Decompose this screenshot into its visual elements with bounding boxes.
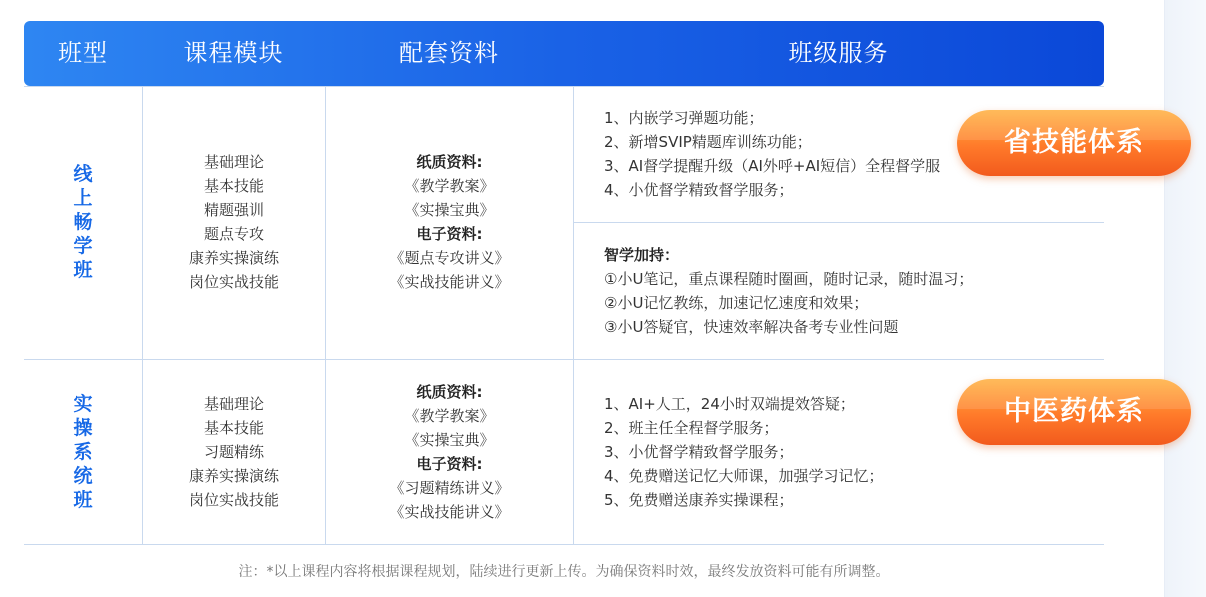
- material-item: 《实操宝典》: [404, 431, 495, 449]
- modules-list-practical: [143, 392, 325, 512]
- paper-materials-label: 纸质资料:: [416, 153, 483, 171]
- service-item: 4、小优督学精致督学服务；: [604, 181, 794, 199]
- row-title-practical: [24, 392, 142, 512]
- smart-study-item: ①小U笔记，重点课程随时圈画，随时记录，随时温习；: [604, 270, 974, 288]
- module-item: 基础理论: [203, 153, 264, 171]
- row-title-char: 上: [73, 187, 93, 209]
- service-item: 3、AI督学提醒升级（AI外呼+AI短信）全程督学服: [604, 157, 941, 175]
- badge-tcm-system[interactable]: [957, 379, 1191, 445]
- footer-note: 注：*以上课程内容将根据课程规划，陆续进行更新上传。为确保资料时效，最终发放资料可能有所调整。: [238, 564, 890, 580]
- material-item: 《教学教案》: [404, 407, 495, 425]
- material-item: 《习题精练讲义》: [389, 479, 510, 497]
- badge-skill-system[interactable]: [957, 110, 1191, 176]
- materials-list-online: [326, 150, 573, 294]
- grid-row-divider: [24, 359, 1104, 360]
- module-item: 基本技能: [203, 419, 264, 437]
- right-side-panel: [1164, 0, 1206, 597]
- material-item: 《实战技能讲义》: [389, 503, 510, 521]
- service-item: 1、内嵌学习弹题功能；: [604, 109, 764, 127]
- material-item: 《教学教案》: [404, 177, 495, 195]
- electronic-materials-label: 电子资料:: [416, 455, 483, 473]
- smart-study-item: ②小U记忆教练，加速记忆速度和效果；: [604, 294, 869, 312]
- materials-list-practical: [326, 380, 573, 524]
- row-title-char: 学: [73, 235, 93, 257]
- row-title-online: [24, 162, 142, 282]
- material-item: 《实操宝典》: [404, 201, 495, 219]
- paper-materials-label: 纸质资料:: [416, 383, 483, 401]
- row-title-char: 实: [73, 393, 93, 415]
- modules-list-online: [143, 150, 325, 294]
- smart-study-item: ③小U答疑官，快速效率解决备考专业性问题: [604, 318, 899, 336]
- module-item: 精题强训: [203, 201, 264, 219]
- service-item: 2、新增SVIP精题库训练功能；: [604, 133, 812, 151]
- service-item: 3、小优督学精致督学服务；: [604, 443, 794, 461]
- service-item: 4、免费赠送记忆大师课，加强学习记忆；: [604, 467, 884, 485]
- grid-col-3: [573, 86, 574, 544]
- smart-study-title: 智学加持：: [604, 246, 680, 264]
- row-title-char: 线: [73, 163, 93, 185]
- module-item: 基本技能: [203, 177, 264, 195]
- header-class-type: 班型: [58, 39, 108, 67]
- row-title-char: 操: [73, 417, 93, 439]
- header-course-modules: 课程模块: [183, 39, 284, 67]
- services-list-practical: [604, 392, 884, 512]
- row-title-char: 班: [73, 259, 93, 281]
- module-item: 基础理论: [203, 395, 264, 413]
- electronic-materials-label: 电子资料:: [416, 225, 483, 243]
- header-class-services: 班级服务: [788, 39, 889, 67]
- grid-service-divider: [574, 222, 1104, 223]
- module-item: 题点专攻: [203, 225, 264, 243]
- service-item: 1、AI+人工，24小时双端提效答疑；: [604, 395, 855, 413]
- material-item: 《题点专攻讲义》: [389, 249, 510, 267]
- row-title-char: 班: [73, 489, 93, 511]
- row-title-char: 畅: [73, 211, 93, 233]
- badge-label: 中医药体系: [1004, 396, 1144, 427]
- service-item: 2、班主任全程督学服务；: [604, 419, 779, 437]
- grid-bottom-line: [24, 544, 1104, 545]
- header-materials: 配套资料: [399, 39, 499, 67]
- grid-top-line: [24, 86, 1104, 87]
- service-item: 5、免费赠送康养实操课程；: [604, 491, 794, 509]
- smart-study-list: [604, 243, 973, 339]
- module-item: 岗位实战技能: [188, 491, 279, 509]
- table-header: [24, 21, 1104, 86]
- module-item: 康养实操演练: [188, 249, 279, 267]
- row-title-char: 统: [73, 465, 93, 487]
- badge-label: 省技能体系: [1004, 127, 1144, 158]
- module-item: 康养实操演练: [188, 467, 279, 485]
- module-item: 岗位实战技能: [188, 273, 279, 291]
- module-item: 习题精练: [203, 443, 264, 461]
- material-item: 《实战技能讲义》: [389, 273, 510, 291]
- row-title-char: 系: [73, 441, 93, 463]
- services-list-online: [604, 106, 940, 202]
